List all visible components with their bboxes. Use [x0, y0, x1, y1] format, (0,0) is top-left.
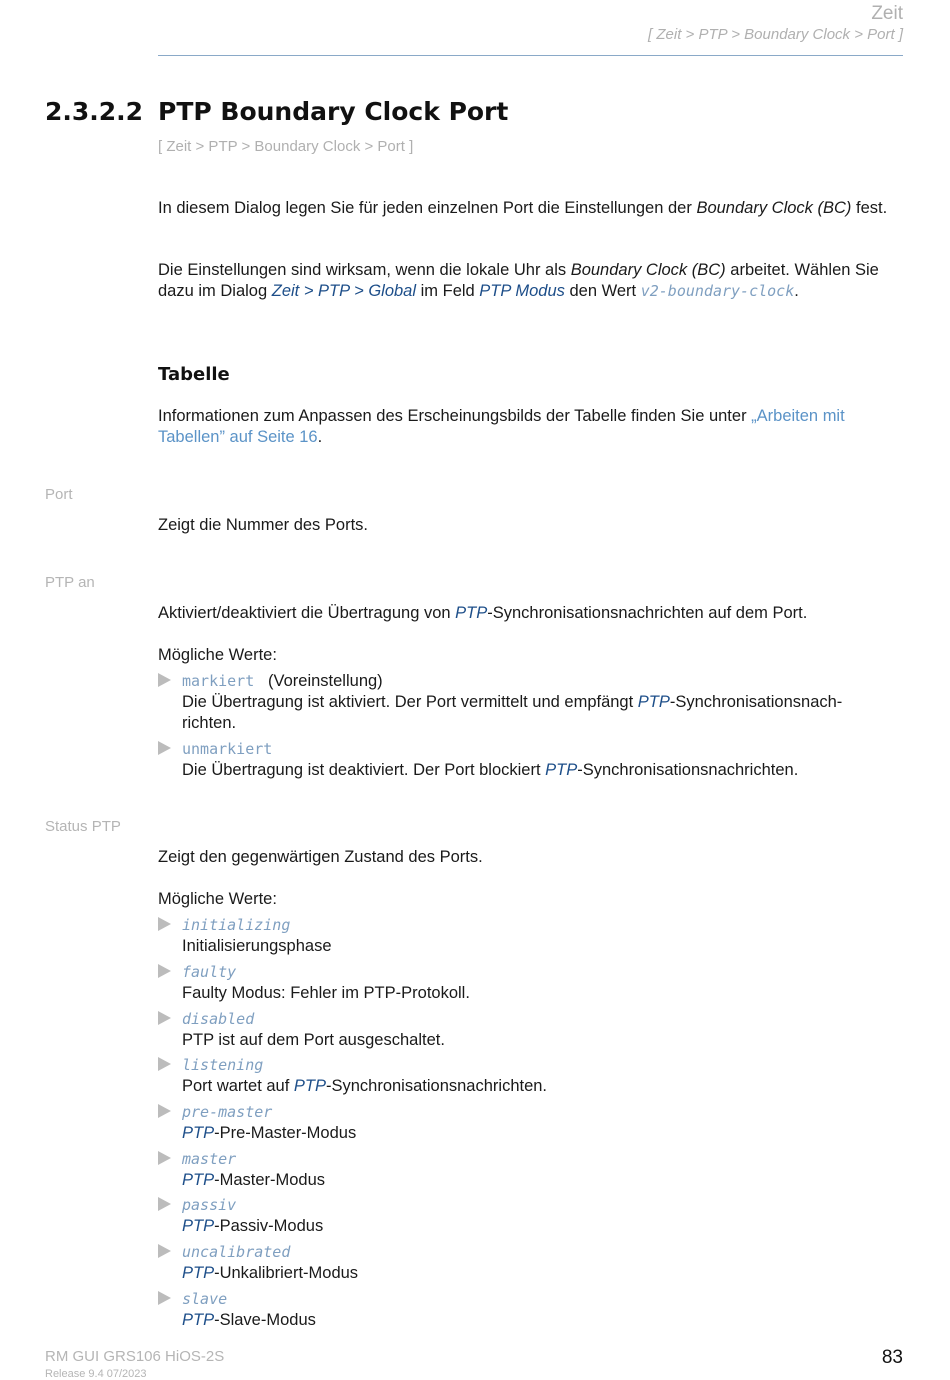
table-info-paragraph: Informationen zum Anpassen des Erscheinungsbilds der Tabelle finden Sie unter „Arbeiten mit Tabellen” auf Seite 16.	[158, 407, 845, 446]
value-desc: Die Übertragung ist aktiviert. Der Port vermittelt und empfängt PTP-Synchronisationsnach- richten.	[182, 693, 843, 732]
page-number: 83	[881, 1347, 903, 1368]
section-breadcrumb: [ Zeit > PTP > Boundary Clock > Port ]	[158, 138, 414, 155]
value-note: (Voreinstellung)	[268, 672, 383, 690]
list-item	[158, 1009, 903, 1051]
section-number: 2.3.2.2	[45, 97, 144, 126]
bullet-triangle-icon	[158, 1151, 171, 1165]
section-title: PTP Boundary Clock Port	[158, 97, 509, 126]
bullet-triangle-icon	[158, 964, 171, 978]
value-desc: Port wartet auf PTP-Synchronisationsnachrichten.	[182, 1077, 548, 1095]
subheading-tabelle: Tabelle	[158, 364, 230, 385]
value-name: unmarkiert	[182, 740, 273, 758]
intro-paragraph-1: In diesem Dialog legen Sie für jeden einzelnen Port die Einstellungen der Boundary Clock (BC) fest.	[158, 199, 888, 217]
list-item	[158, 962, 903, 1004]
intro-paragraph-2: Die Einstellungen sind wirksam, wenn die lokale Uhr als Boundary Clock (BC) arbeitet. Wählen Sie dazu im Dialog Zeit > PTP > Global im Feld PTP Modus den Wert v2-boundary-clock.	[158, 261, 879, 300]
list-item	[158, 1055, 903, 1097]
possible-values-label: Mögliche Werte:	[158, 890, 277, 908]
list-item	[158, 1242, 903, 1284]
bullet-triangle-icon	[158, 1244, 171, 1258]
value-name: disabled	[182, 1010, 255, 1028]
list-item	[158, 1149, 903, 1191]
field-label-status-ptp: Status PTP	[45, 818, 121, 835]
value-name: master	[182, 1150, 237, 1168]
value-name: initializing	[182, 916, 291, 934]
value-desc: Faulty Modus: Fehler im PTP-Protokoll.	[182, 984, 470, 1002]
field-desc-port: Zeigt die Nummer des Ports.	[158, 516, 368, 534]
bullet-triangle-icon	[158, 1057, 171, 1071]
bullet-triangle-icon	[158, 1291, 171, 1305]
dialog-path-link[interactable]: Zeit > PTP > Global	[271, 282, 417, 300]
value-desc: Initialisierungsphase	[182, 937, 332, 955]
field-desc-ptp-an: Aktiviert/deaktiviert die Übertragung von PTP-Synchronisationsnachrichten auf dem Port.	[158, 604, 808, 622]
value-desc: PTP ist auf dem Port ausgeschaltet.	[182, 1031, 445, 1049]
bullet-triangle-icon	[158, 673, 171, 687]
value-v2-boundary-clock: v2-boundary-clock	[640, 282, 795, 300]
list-item	[158, 915, 903, 957]
field-name-ptp-modus: PTP Modus	[479, 282, 565, 300]
value-name: listening	[182, 1056, 264, 1074]
value-desc: PTP-Master-Modus	[182, 1171, 326, 1189]
value-desc: PTP-Pre-Master-Modus	[182, 1124, 357, 1142]
cross-reference-link[interactable]: „Arbeiten mit Tabellen” auf Seite 16	[158, 407, 845, 446]
value-desc: PTP-Slave-Modus	[182, 1311, 316, 1329]
value-name: uncalibrated	[182, 1243, 291, 1261]
bullet-triangle-icon	[158, 1197, 171, 1211]
value-name: markiert	[182, 672, 255, 690]
footer-doc-title: RM GUI GRS106 HiOS-2S	[45, 1348, 225, 1365]
bullet-triangle-icon	[158, 917, 171, 931]
list-item	[158, 1195, 903, 1237]
bullet-triangle-icon	[158, 741, 171, 755]
list-item	[158, 1289, 903, 1331]
value-name: passiv	[182, 1196, 237, 1214]
possible-values-label: Mögliche Werte:	[158, 646, 277, 664]
running-header-breadcrumb: [ Zeit > PTP > Boundary Clock > Port ]	[648, 26, 903, 43]
bullet-triangle-icon	[158, 1011, 171, 1025]
value-name: faulty	[182, 963, 237, 981]
list-item	[158, 671, 903, 734]
footer-release: Release 9.4 07/2023	[45, 1368, 147, 1380]
value-name: slave	[182, 1290, 228, 1308]
running-header-title: Zeit	[871, 3, 903, 24]
value-desc: Die Übertragung ist deaktiviert. Der Port blockiert PTP-Synchronisationsnachrichten.	[182, 761, 799, 779]
value-desc: PTP-Unkalibriert-Modus	[182, 1264, 359, 1282]
value-name: pre-master	[182, 1103, 273, 1121]
value-desc: PTP-Passiv-Modus	[182, 1217, 324, 1235]
header-divider	[158, 55, 903, 56]
list-item	[158, 739, 903, 781]
field-desc-status-ptp: Zeigt den gegenwärtigen Zustand des Ports.	[158, 848, 483, 866]
list-item	[158, 1102, 903, 1144]
field-label-ptp-an: PTP an	[45, 574, 95, 591]
field-label-port: Port	[45, 486, 73, 503]
bullet-triangle-icon	[158, 1104, 171, 1118]
